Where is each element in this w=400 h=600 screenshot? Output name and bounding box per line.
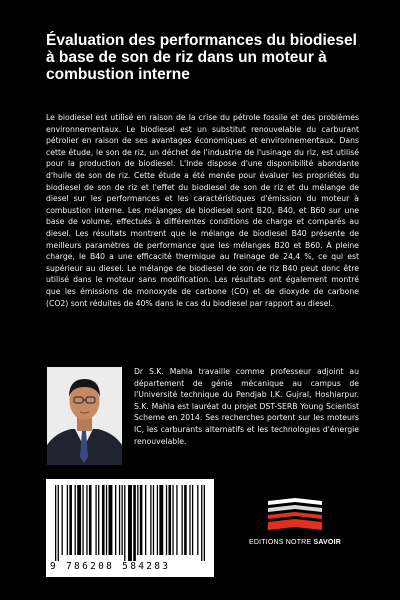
- barcode-bar: [153, 485, 154, 555]
- publisher-name-bold: SAVOIR: [313, 539, 341, 546]
- barcode-bar: [119, 485, 120, 555]
- barcode-bar: [140, 485, 143, 555]
- barcode-bar: [157, 485, 158, 555]
- barcode-bar: [67, 485, 68, 555]
- barcode-bar: [172, 485, 173, 555]
- barcode-bar: [95, 485, 96, 555]
- author-photo: [47, 367, 122, 465]
- publisher-logo-icon: [260, 497, 330, 535]
- barcode-bar: [128, 485, 132, 561]
- barcode-bar: [166, 485, 167, 555]
- book-abstract: Le biodiesel est utilisé en raison de la crise du pétrole fossile et des problèmes environnementaux. Le biodiesel est un substitut renouvelable du carburant pétrolier en raison de ses avantages économiques et environnementaux. Dans cette étude, le son de riz, un déchet de l'industrie de l'usinage du riz, est utilisé pour la production de biodiesel. L'Inde dispose d'une disponibilité abondante d'huile de son de riz. Cette étude a été menée pour évaluer les propriétés du biodiesel de son de riz et l'effet du biodiesel de son de riz et du mélange de diesel sur les performances et les caractéristiques d'émission du moteur à combustion interne. Les mélanges de biodiesel sont B20, B40, et B60 sur une base de volume, effectués à différentes conditions de charge et comparés au diesel. Les résultats montrent que le mélange de biodiesel B40 présente de meilleurs paramètres de performance que les mélanges B20 et B60. À pleine charge, le B40 a une efficacité thermique au freinage de 24,4 %, ce qui est supérieur au diesel. Le mélange de biodiesel de son de riz B40 peut donc être utilisé dans le moteur sans modification. Les résultats ont également montré que les émissions de monoxyde de carbone (CO) et de dioxyde de carbone (CO2) sont réduites de 40% dans le cas du biodiesel par rapport au diesel.: [46, 113, 359, 308]
- barcode-bar: [182, 485, 183, 555]
- barcode-bar: [168, 485, 171, 555]
- barcode-bar: [137, 485, 138, 555]
- barcode-bar: [69, 485, 72, 555]
- barcode-bar: [98, 485, 99, 555]
- barcode-bar: [189, 485, 190, 555]
- author-bio: Dr S.K. Mahla travaille comme professeur adjoint au département de génie mécanique au campus de l'Université technique du Pendjab I.K. Gujral, Hoshiarpur. S.K. Mahla est lauréat du projet DST-SERB Young Scientist Scheme en 2014. Ses recherches portent sur les moteurs IC, les carburants alternatifs et les technologies d'énergie renouvelable.: [134, 367, 359, 446]
- barcode-bar: [86, 485, 87, 555]
- barcode-bar: [115, 485, 116, 555]
- barcode-bar: [58, 485, 59, 561]
- barcode-bar: [145, 485, 146, 555]
- barcode-bar: [55, 485, 56, 561]
- book-title: Évaluation des performances du biodiesel à base de son de riz dans un moteur à combustion interne: [46, 32, 357, 83]
- barcode-bar: [133, 485, 136, 561]
- barcode-bar: [204, 485, 205, 561]
- barcode-bar: [77, 485, 81, 555]
- barcode-bar: [62, 485, 63, 555]
- barcode-bar: [184, 485, 187, 555]
- barcode-bar: [89, 485, 92, 555]
- barcode-bar: [82, 485, 83, 555]
- barcode-bar: [106, 485, 107, 555]
- barcode-bar: [75, 485, 76, 555]
- barcode-bars: [55, 485, 205, 561]
- barcode-bar: [197, 485, 198, 555]
- barcode-bar: [201, 485, 202, 561]
- barcode-bar: [159, 485, 163, 555]
- publisher-name-regular: EDITIONS NOTRE: [249, 539, 314, 546]
- barcode-bar: [108, 485, 112, 555]
- barcode-bar: [192, 485, 193, 555]
- isbn-barcode: [46, 479, 214, 577]
- isbn-digits: 9 786208 584283: [50, 561, 171, 572]
- barcode-bar: [124, 485, 125, 561]
- barcode-bar: [176, 485, 177, 555]
- barcode-bar: [122, 485, 123, 555]
- barcode-bar: [102, 485, 105, 555]
- publisher-name: [249, 539, 369, 546]
- barcode-bar: [150, 485, 151, 555]
